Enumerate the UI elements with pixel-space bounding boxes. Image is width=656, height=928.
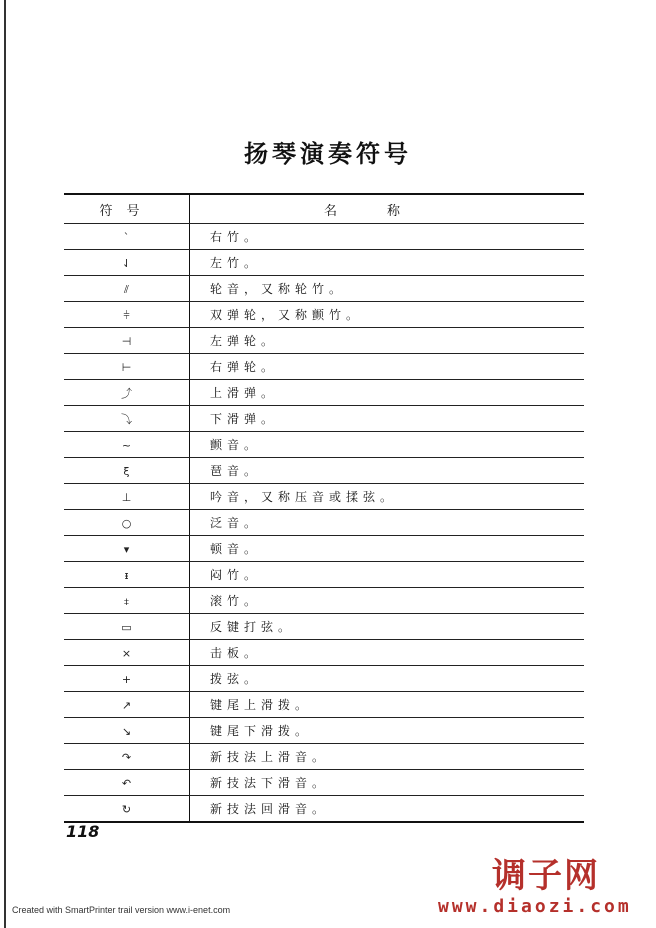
name-cell: 键尾上滑拨。	[190, 692, 585, 718]
symbol-cell	[64, 562, 190, 588]
notation-symbol-icon: ~	[121, 438, 132, 452]
table-body	[64, 224, 584, 823]
table-row	[64, 354, 584, 380]
table-row	[64, 744, 584, 770]
name-cell: 键尾下滑拨。	[190, 718, 585, 744]
notation-symbol-icon: ↗	[121, 698, 132, 712]
table-header-row	[64, 194, 584, 224]
table-row	[64, 536, 584, 562]
table-row	[64, 458, 584, 484]
symbol-cell	[64, 406, 190, 432]
notation-symbol-icon: ⇃	[121, 256, 132, 270]
name-cell: 下滑弹。	[190, 406, 585, 432]
name-cell: 滚竹。	[190, 588, 585, 614]
symbol-cell	[64, 510, 190, 536]
symbol-cell	[64, 458, 190, 484]
symbol-cell	[64, 692, 190, 718]
symbol-cell	[64, 744, 190, 770]
name-cell: 闷竹。	[190, 562, 585, 588]
table-row	[64, 224, 584, 250]
symbol-cell	[64, 380, 190, 406]
table-row	[64, 692, 584, 718]
table-row	[64, 432, 584, 458]
name-cell: 新技法回滑音。	[190, 796, 585, 823]
symbol-cell	[64, 302, 190, 328]
notation-symbol-icon: ⫽	[124, 282, 129, 296]
symbol-cell	[64, 536, 190, 562]
table-row	[64, 666, 584, 692]
notation-symbol-icon: ᵻ	[124, 568, 129, 582]
notation-symbol-icon: ▾	[123, 542, 130, 556]
notation-symbol-icon: ⊣	[121, 334, 132, 348]
table-row	[64, 510, 584, 536]
name-cell: 反键打弦。	[190, 614, 585, 640]
symbols-table	[64, 193, 584, 823]
notation-symbol-icon: ↻	[121, 802, 132, 816]
notation-symbol-icon: ξ	[123, 464, 130, 478]
symbol-cell	[64, 796, 190, 823]
header-symbol: 符号	[64, 194, 190, 224]
notation-symbol-icon: ⊥	[121, 490, 132, 504]
symbol-cell	[64, 250, 190, 276]
table-row	[64, 640, 584, 666]
notation-symbol-icon: ⤵	[121, 412, 132, 426]
name-cell: 右弹轮。	[190, 354, 585, 380]
table-row	[64, 250, 584, 276]
notation-symbol-icon: ⤴	[121, 386, 132, 400]
table-row	[64, 588, 584, 614]
name-cell: 顿音。	[190, 536, 585, 562]
footer-note: Created with SmartPrinter trail version www.i-enet.com	[12, 905, 231, 915]
table-row	[64, 718, 584, 744]
name-cell: 吟音，又称压音或揉弦。	[190, 484, 585, 510]
watermark-url: www.diaozi.com	[438, 896, 632, 917]
table-row	[64, 328, 584, 354]
notation-symbol-icon: ⊢	[121, 360, 132, 374]
notation-symbol-icon: ○	[121, 516, 132, 530]
symbol-cell	[64, 484, 190, 510]
name-cell: 轮音，又称轮竹。	[190, 276, 585, 302]
name-cell: 左竹。	[190, 250, 585, 276]
table-row	[64, 406, 584, 432]
name-cell: 击板。	[190, 640, 585, 666]
table-row	[64, 380, 584, 406]
table-row	[64, 796, 584, 823]
notation-symbol-icon: ×	[121, 646, 132, 660]
name-cell: 琶音。	[190, 458, 585, 484]
name-cell: 上滑弹。	[190, 380, 585, 406]
notation-symbol-icon: ↶	[121, 776, 132, 790]
name-cell: 拨弦。	[190, 666, 585, 692]
name-cell: 双弹轮，又称颤竹。	[190, 302, 585, 328]
notation-symbol-icon: ⫩	[123, 308, 130, 322]
symbol-cell	[64, 718, 190, 744]
notation-symbol-icon: ⧧	[123, 594, 130, 608]
symbol-cell	[64, 640, 190, 666]
table-row	[64, 302, 584, 328]
name-cell: 左弹轮。	[190, 328, 585, 354]
name-cell: 新技法下滑音。	[190, 770, 585, 796]
table-row	[64, 484, 584, 510]
symbol-cell	[64, 666, 190, 692]
symbol-cell	[64, 770, 190, 796]
name-cell: 泛音。	[190, 510, 585, 536]
symbol-cell	[64, 276, 190, 302]
notation-symbol-icon: ▭	[121, 620, 132, 634]
table-row	[64, 562, 584, 588]
name-cell: 右竹。	[190, 224, 585, 250]
name-cell: 新技法上滑音。	[190, 744, 585, 770]
symbol-cell	[64, 328, 190, 354]
header-name: 名称	[190, 194, 585, 224]
symbol-cell	[64, 432, 190, 458]
table-row	[64, 770, 584, 796]
table-row	[64, 614, 584, 640]
name-cell: 颤音。	[190, 432, 585, 458]
symbol-cell	[64, 614, 190, 640]
notation-symbol-icon: ↘	[121, 724, 132, 738]
notation-symbol-icon: ˋ	[123, 230, 130, 244]
symbol-cell	[64, 224, 190, 250]
symbol-cell	[64, 354, 190, 380]
table-row	[64, 276, 584, 302]
notation-symbol-icon: +	[121, 672, 132, 686]
watermark-title: 调子网	[492, 856, 600, 896]
page-title: 扬琴演奏符号	[244, 139, 412, 169]
symbol-cell	[64, 588, 190, 614]
page-number: 118	[66, 822, 100, 841]
notation-symbol-icon: ↷	[121, 750, 132, 764]
